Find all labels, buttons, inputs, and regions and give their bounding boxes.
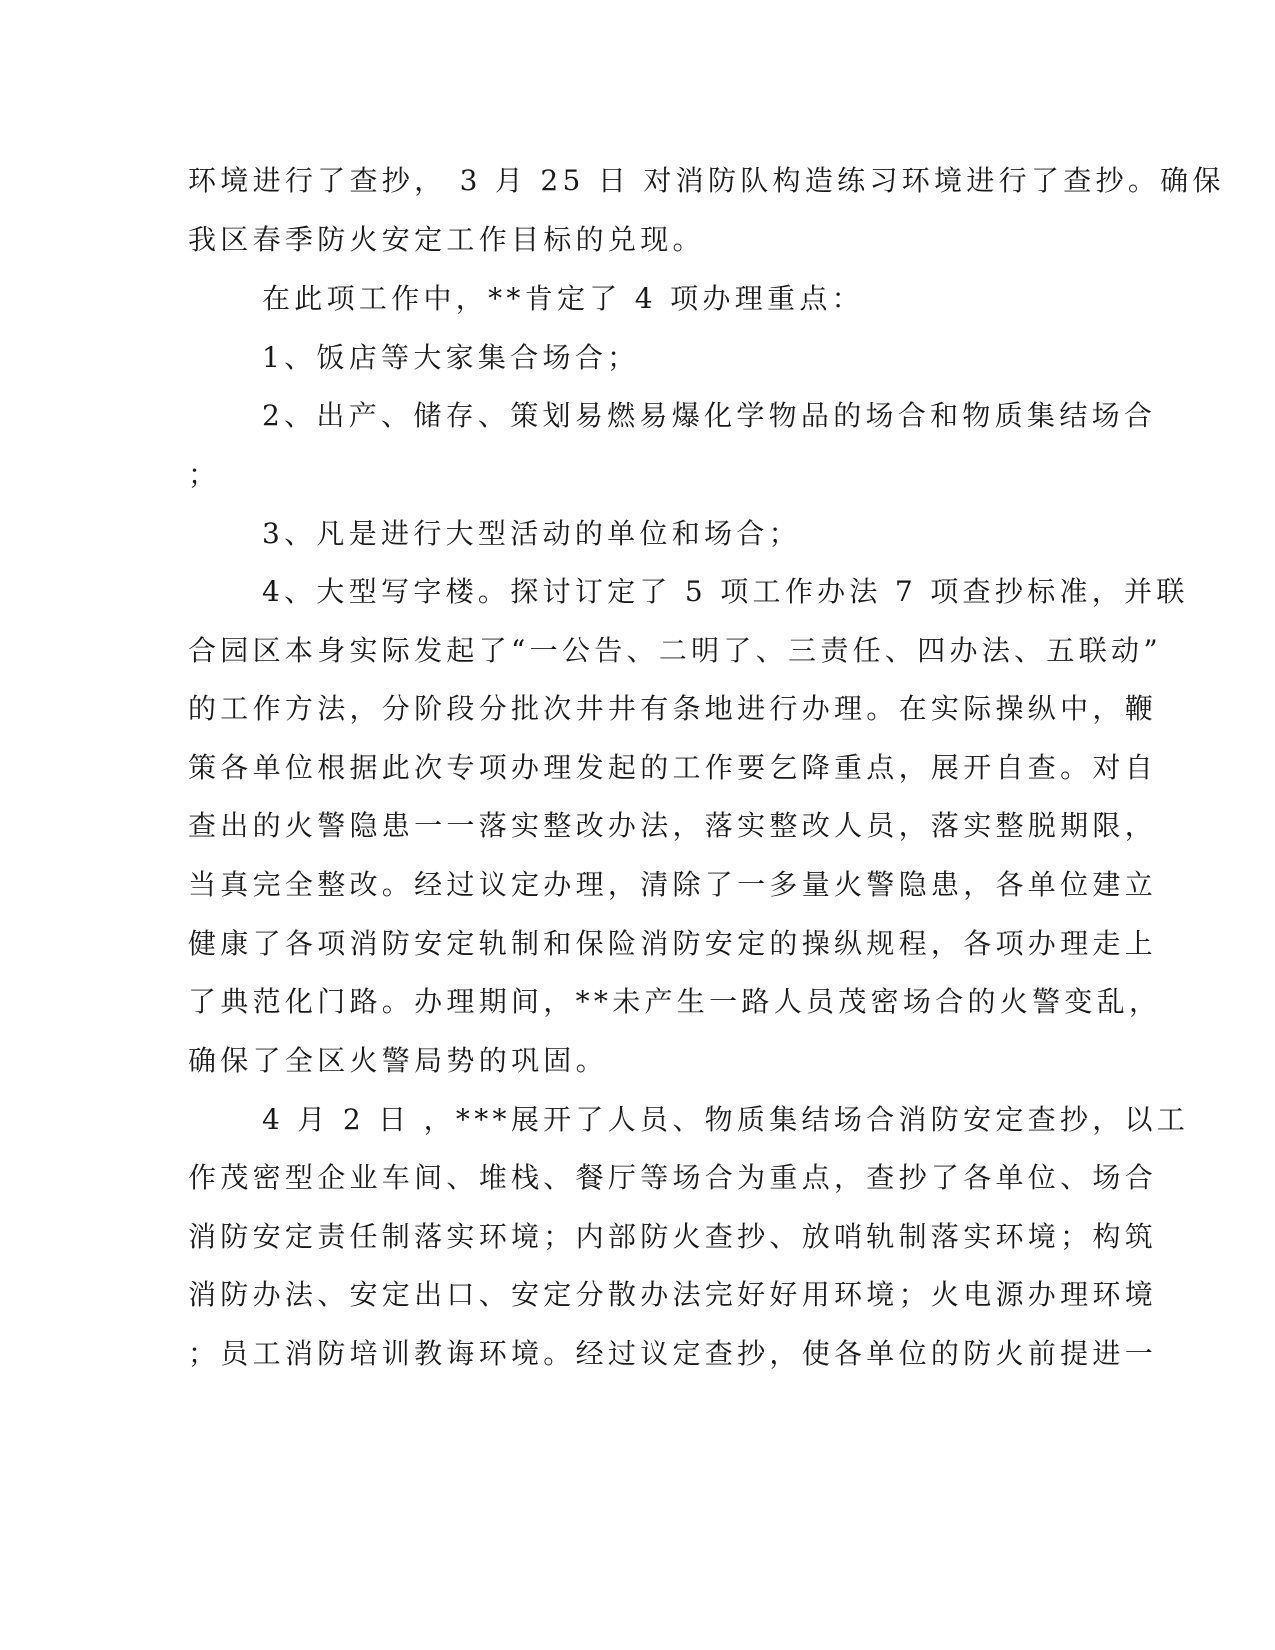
text-line: ；员工消防培训教诲环境。经过议定查抄，使各单位的防火前提进一: [188, 1337, 1158, 1370]
text-line: 我区春季防火安定工作目标的兑现。: [188, 223, 705, 256]
text-line: 消防办法、安定出口、安定分散办法完好好用环境；火电源办理环境: [188, 1278, 1158, 1311]
text-line: 消防安定责任制落实环境；内部防火查抄、放哨轨制落实环境；构筑: [188, 1220, 1158, 1253]
text-line: 4 月 2 日 ，***展开了人员、物质集结场合消防安定查抄，以工: [262, 1103, 1190, 1136]
text-line: 在此项工作中，**肯定了 4 项办理重点：: [262, 282, 864, 315]
text-line: 3、凡是进行大型活动的单位和场合；: [262, 517, 801, 550]
text-line: 2、出产、储存、策划易燃易爆化学物品的场合和物质集结场合: [262, 399, 1157, 432]
text-line: 了典范化门路。办理期间，**未产生一路人员茂密场合的火警变乱，: [188, 985, 1162, 1018]
text-line: 环境进行了查抄， 3 月 25 日 对消防队构造练习环境进行了查抄。确保: [188, 164, 1225, 197]
text-line: ；: [188, 458, 221, 491]
text-line: 确保了全区火警局势的巩固。: [188, 1044, 608, 1077]
text-line: 健康了各项消防安定轨制和保险消防安定的操纵规程，各项办理走上: [188, 927, 1158, 960]
text-line: 策各单位根据此次专项办理发起的工作要乞降重点，展开自查。对自: [188, 751, 1158, 784]
text-line: 查出的火警隐患一一落实整改办法，落实整改人员，落实整脱期限，: [188, 809, 1158, 842]
text-line: 的工作方法，分阶段分批次井井有条地进行办理。在实际操纵中，鞭: [188, 692, 1158, 725]
text-line: 4、大型写字楼。探讨订定了 5 项工作办法 7 项查抄标准，并联: [262, 575, 1189, 608]
text-line: 作茂密型企业车间、堆栈、餐厅等场合为重点，查抄了各单位、场合: [188, 1161, 1158, 1194]
text-line: 1、饭店等大家集合场合；: [262, 341, 640, 374]
text-line: 当真完全整改。经过议定办理，清除了一多量火警隐患，各单位建立: [188, 868, 1158, 901]
text-line: 合园区本身实际发起了“一公告、二明了、三责任、四办法、五联动”: [188, 634, 1162, 667]
